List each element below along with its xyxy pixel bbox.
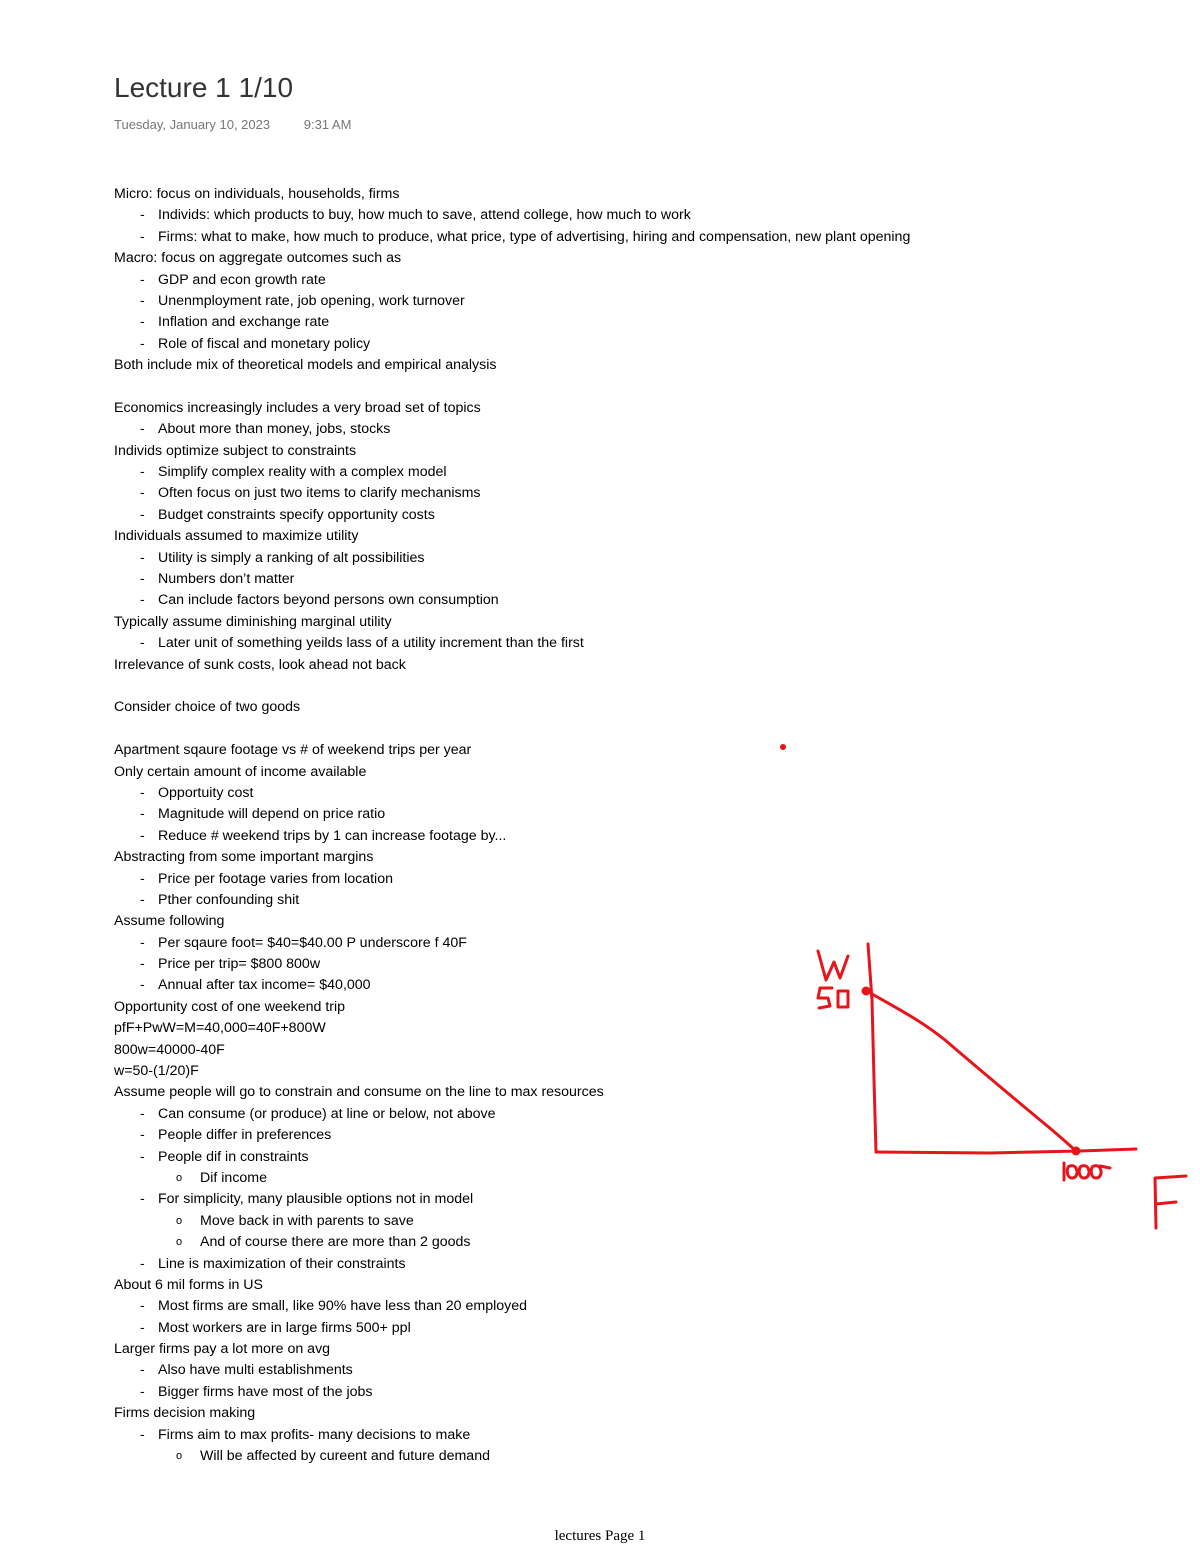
note-bullet-text: Reduce # weekend trips by 1 can increase footage by...	[158, 827, 507, 844]
note-bullet-text: Firms: what to make, how much to produce, what price, type of advertising, hiring and compensation, new plant opening	[158, 228, 911, 245]
note-bullet-text: Numbers don’t matter	[158, 571, 295, 588]
handwritten-50-label	[818, 988, 848, 1008]
note-line: Only certain amount of income available	[114, 763, 367, 780]
note-bullet-text: GDP and econ growth rate	[158, 271, 326, 288]
note-bullet-text: Dif income	[200, 1169, 268, 1186]
note-bullet-text: Can include factors beyond persons own consumption	[158, 592, 499, 609]
note-bullet-text: Role of fiscal and monetary policy	[158, 335, 371, 352]
note-line: Macro: focus on aggregate outcomes such as	[114, 250, 402, 267]
note-bullet-text: Firms aim to max profits- many decisions to make	[158, 1426, 471, 1443]
handwritten-f-label	[1155, 1176, 1186, 1228]
note-bullet-text: Most workers are in large firms 500+ ppl	[158, 1319, 411, 1336]
note-bullet-text: Price per trip= $800 800w	[158, 956, 321, 973]
note-bullet-text: Also have multi establishments	[158, 1362, 353, 1379]
page-date: Tuesday, January 10, 2023	[114, 117, 271, 132]
note-bullet-text: About more than money, jobs, stocks	[158, 421, 391, 438]
note-line: Firms decision making	[114, 1405, 256, 1422]
x-axis-line	[876, 1149, 1136, 1153]
note-bullet-text: Utility is simply a ranking of alt possibilities	[158, 549, 425, 566]
note-line: 800w=40000-40F	[114, 1041, 225, 1058]
page-title: Lecture 1 1/10	[114, 72, 294, 103]
note-line: Larger firms pay a lot more on avg	[114, 1341, 331, 1358]
note-bullet-text: Can consume (or produce) at line or below, not above	[158, 1105, 496, 1122]
note-line: Assume people will go to constrain and consume on the line to max resources	[114, 1084, 604, 1101]
note-bullet-text: Will be affected by cureent and future demand	[200, 1448, 490, 1465]
note-line: Abstracting from some important margins	[114, 849, 374, 866]
page-footer: lectures Page 1	[554, 1528, 646, 1544]
note-bullet-text: People dif in constraints	[158, 1148, 309, 1165]
note-line: Consider choice of two goods	[114, 699, 301, 716]
note-bullet-text: Budget constraints specify opportunity costs	[158, 506, 435, 523]
note-bullet-text: Individs: which products to buy, how much to save, attend college, how much to work	[158, 207, 691, 224]
note-bullet-text: And of course there are more than 2 goods	[200, 1234, 471, 1251]
note-bullet-text: People differ in preferences	[158, 1127, 332, 1144]
note-line: Typically assume diminishing marginal utility	[114, 613, 392, 630]
note-bullet-text: For simplicity, many plausible options not in model	[158, 1191, 474, 1208]
note-bullet-text: Price per footage varies from location	[158, 870, 393, 887]
note-line: Assume following	[114, 913, 225, 930]
note-line: Irrelevance of sunk costs, look ahead not back	[114, 656, 406, 673]
note-line: Economics increasingly includes a very broad set of topics	[114, 399, 481, 416]
handwritten-1000-label	[1064, 1163, 1110, 1180]
note-bullet-text: Simplify complex reality with a complex model	[158, 464, 447, 481]
note-bullet-text: Move back in with parents to save	[200, 1212, 414, 1229]
note-line: Individs optimize subject to constraints	[114, 442, 357, 459]
note-line: Micro: focus on individuals, households, firms	[114, 186, 400, 202]
note-bullet-text: Often focus on just two items to clarify mechanisms	[158, 485, 481, 502]
ink-dot	[782, 746, 785, 749]
y-axis-line	[868, 944, 876, 1152]
note-line: Apartment sqaure footage vs # of weekend trips per year	[114, 742, 472, 759]
note-line: Both include mix of theoretical models and empirical analysis	[114, 357, 497, 374]
y-intercept-dot	[863, 988, 869, 994]
note-bullet-text: Pther confounding shit	[158, 891, 300, 908]
note-line: pfF+PwW=M=40,000=40F+800W	[114, 1020, 326, 1037]
page-time: 9:31 AM	[303, 117, 352, 132]
note-bullet-text: Magnitude will depend on price ratio	[158, 806, 386, 823]
note-line: Opportunity cost of one weekend trip	[114, 998, 346, 1015]
note-bullet-text: Opportuity cost	[158, 784, 254, 801]
note-bullet-text: Annual after tax income= $40,000	[158, 977, 371, 994]
note-bullet-text: Unenmployment rate, job opening, work turnover	[158, 292, 465, 309]
note-line: w=50-(1/20)F	[114, 1063, 199, 1080]
note-bullet-text: Later unit of something yeilds lass of a utility increment than the first	[158, 635, 584, 652]
note-bullet-text: Most firms are small, like 90% have less than 20 employed	[158, 1298, 528, 1315]
note-bullet-text: Inflation and exchange rate	[158, 314, 330, 331]
handwritten-w-label	[818, 951, 848, 980]
note-line: Individuals assumed to maximize utility	[114, 528, 359, 545]
note-bullet-text: Bigger firms have most of the jobs	[158, 1383, 373, 1400]
note-line: About 6 mil forms in US	[114, 1276, 264, 1293]
note-bullet-text: Line is maximization of their constraints	[158, 1255, 406, 1272]
x-intercept-dot	[1073, 1148, 1079, 1154]
note-bullet-text: Per sqaure foot= $40=$40.00 P underscore f 40F	[158, 934, 467, 951]
budget-line	[865, 990, 1076, 1151]
